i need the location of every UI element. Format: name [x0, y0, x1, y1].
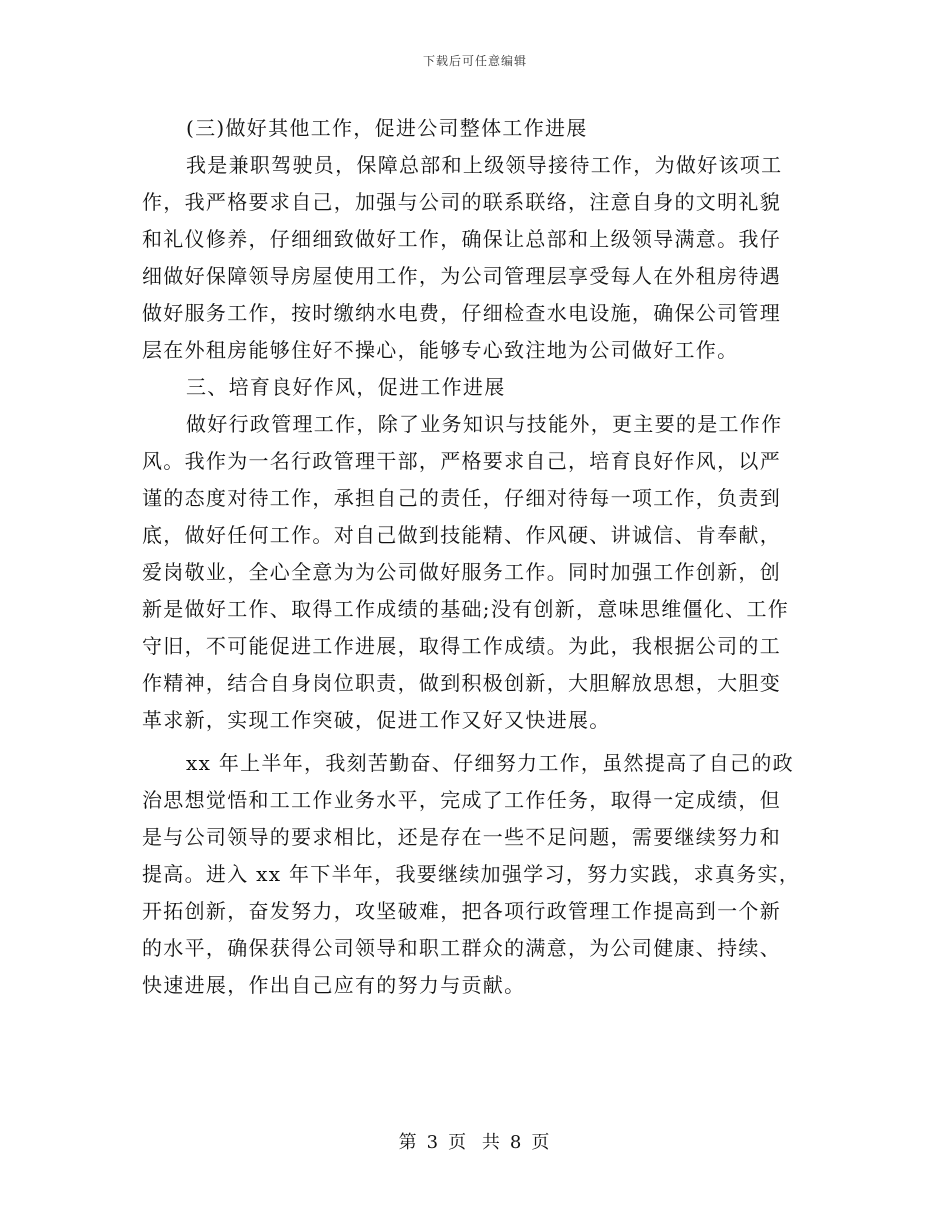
paragraph-driver-duties [142, 147, 802, 369]
current-page-number: 3 [426, 1132, 441, 1153]
text-line: 革求新，实现工作突破，促进工作又好又快进展。 [142, 708, 611, 732]
total-page-number: 8 [509, 1132, 524, 1153]
page-suffix: 页 [531, 1132, 552, 1153]
section-heading-work-style [142, 369, 802, 406]
paragraph-work-style [142, 406, 802, 739]
text-line: 开拓创新，奋发努力，攻坚破难，把各项行政管理工作提高到一个新 [142, 899, 781, 923]
page-prefix: 第 [398, 1132, 419, 1153]
text-line: 快速进展，作出自己应有的努力与贡献。 [142, 973, 526, 997]
text-line: 我是兼职驾驶员，保障总部和上级领导接待工作，为做好该项工 [186, 153, 783, 177]
text-line: 新是做好工作、取得工作成绩的基础;没有创新，意味思维僵化、工作 [142, 597, 790, 621]
page-middle: 页 共 [448, 1132, 502, 1153]
text-line: 和礼仪修养，仔细细致做好工作，确保让总部和上级领导满意。我仔 [142, 227, 781, 251]
text-line: 的水平，确保获得公司领导和职工群众的满意，为公司健康、持续、 [142, 936, 781, 960]
text-line: 是与公司领导的要求相比，还是存在一些不足问题，需要继续努力和 [142, 825, 781, 849]
document-body [142, 110, 802, 1004]
page-header-note: 下载后可任意编辑 [422, 54, 527, 68]
text-line: 作精神，结合自身岗位职责，做到积极创新，大胆解放思想，大胆变 [142, 671, 781, 695]
text-line: xx 年上半年，我刻苦勤奋、仔细努力工作，虽然提高了自己的政 [186, 751, 794, 775]
text-line: 提高。进入 xx 年下半年，我要继续加强学习，努力实践，求真务实， [142, 862, 801, 886]
text-line: 底，做好任何工作。对自己做到技能精、作风硬、讲诚信、肯奉献， [142, 523, 781, 547]
text-line: 谨的态度对待工作，承担自己的责任，仔细对待每一项工作，负责到 [142, 486, 781, 510]
page-number-footer [0, 1128, 950, 1154]
text-line: 层在外租房能够住好不操心，能够专心致注地为公司做好工作。 [142, 338, 739, 362]
text-line: 作，我严格要求自己，加强与公司的联系联络，注意自身的文明礼貌 [142, 190, 781, 214]
section-heading-other-work [142, 110, 802, 147]
text-line: 治思想觉悟和工工作业务水平，完成了工作任务，取得一定成绩，但 [142, 788, 781, 812]
text-line: 做好行政管理工作，除了业务知识与技能外，更主要的是工作作 [186, 412, 783, 436]
text-line: 做好服务工作，按时缴纳水电费，仔细检查水电设施，确保公司管理 [142, 301, 781, 325]
text-line: 爱岗敬业，全心全意为为公司做好服务工作。同时加强工作创新，创 [142, 560, 781, 584]
text-line: 风。我作为一名行政管理干部，严格要求自己，培育良好作风，以严 [142, 449, 781, 473]
text-line: 守旧，不可能促进工作进展，取得工作成绩。为此，我根据公司的工 [142, 634, 781, 658]
text-line: 细做好保障领导房屋使用工作，为公司管理层享受每人在外租房待遇 [142, 264, 781, 288]
text-line: 三、培育良好作风，促进工作进展 [186, 375, 506, 399]
paragraph-summary [142, 745, 802, 1004]
text-line: (三)做好其他工作，促进公司整体工作进展 [186, 116, 588, 140]
